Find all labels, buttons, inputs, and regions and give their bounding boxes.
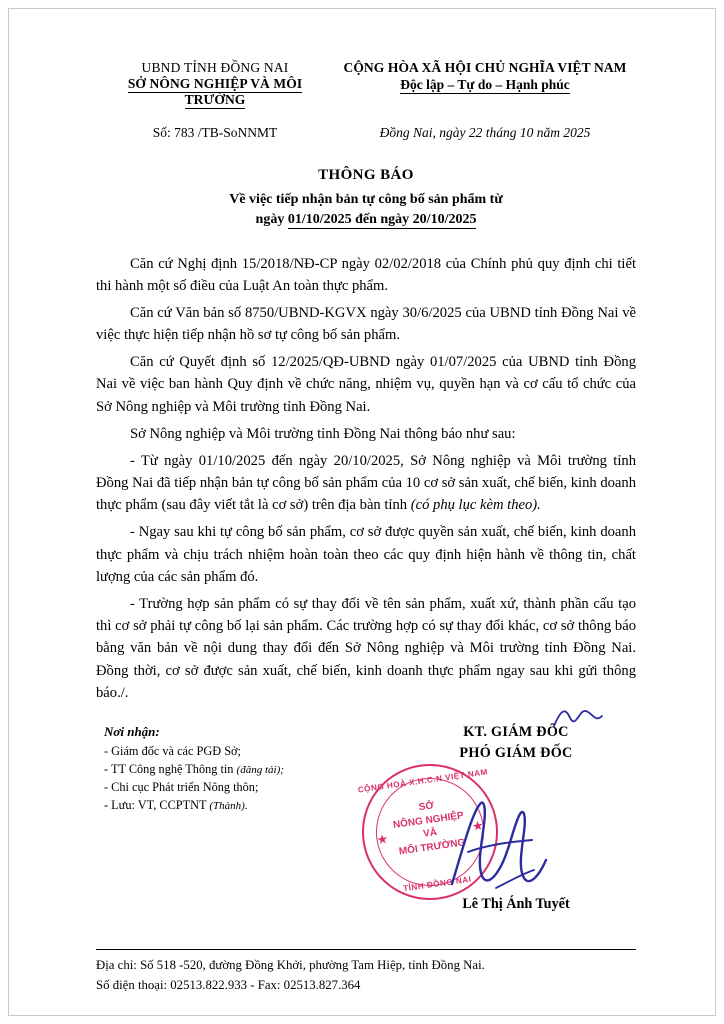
seal-star-right-icon: ★ [470, 817, 485, 834]
list-item: - Chi cục Phát triển Nông thôn; [104, 779, 259, 794]
paragraph-basis-3: Căn cứ Quyết định số 12/2025/QĐ-UBND ngày 01/07/2025 của UBND tỉnh Đồng Nai về việc ban hành Quy định về chức năng, nhiệm vụ, quyền hạn và cơ cấu tổ chức của Sở Nông nghiệp và Môi trường tỉnh Đồng Nai. [96, 354, 636, 415]
footer-divider [96, 949, 636, 950]
seal-arc-top-text: CỘNG HOÀ X.H.C.N VIỆT NAM [357, 767, 489, 795]
signer-name: Lê Thị Ánh Tuyết [462, 895, 570, 912]
paragraph-item-3: - Trường hợp sản phẩm có sự thay đổi về tên sản phẩm, xuất xứ, thành phần cấu tạo thì cơ sở phải tự công bố lại sản phẩm. Các trường hợp có sự thay đổi khác, cơ sở thông báo bằng văn bản về nội dung thay đổi đến Sở Nông nghiệp và Môi trường tỉnh Đồng Nai. Đồng thời, cơ sở được sản xuất, chế biến, kinh doanh thực phẩm ngay sau khi gửi thông báo./. [96, 596, 636, 701]
footer-phone: Số điện thoại: 02513.822.933 - Fax: 02513.827.364 [96, 978, 361, 993]
place-and-date: Đồng Nai, ngày 22 tháng 10 năm 2025 [379, 125, 591, 140]
recipients-list [104, 724, 354, 815]
paragraph-item-2: - Ngay sau khi tự công bố sản phẩm, cơ sở được quyền sản xuất, chế biến, kinh doanh thực phẩm và chịu trách nhiệm hoàn toàn theo các quy định hiện hành về thông tin, chất lượng của các sản phẩm đó. [96, 524, 636, 585]
recipients-title: Nơi nhận: [104, 723, 160, 739]
list-item: - TT Công nghệ Thông tin (đăng tải); [104, 761, 284, 776]
paragraph-basis-2: Căn cứ Văn bản số 8750/UBND-KGVX ngày 30/6/2025 của UBND tỉnh Đồng Nai về việc thực hiện tiếp nhận hồ sơ tự công bố sản phẩm. [96, 304, 636, 344]
national-heading [334, 60, 636, 93]
seal-center-text: SỞ NÔNG NGHIỆP VÀ MÔI TRƯỜNG [392, 800, 466, 857]
list-item: - Lưu: VT, CCPTNT (Thành). [104, 797, 248, 812]
subtitle-line-1: Về việc tiếp nhận bản tự công bố sản phẩm từ [229, 192, 503, 207]
subtitle-line-2: ngày 01/10/2025 đến ngày 20/10/2025 [255, 212, 477, 228]
department-label: SỞ NÔNG NGHIỆP VÀ MÔI TRƯỜNG [127, 76, 303, 107]
official-seal-stamp [353, 755, 507, 909]
document-meta-row [96, 125, 636, 141]
document-title-block [96, 167, 636, 231]
document-header [96, 60, 636, 108]
signer-role-line-2: PHÓ GIÁM ĐỐC [459, 744, 573, 761]
issuing-organization [96, 60, 334, 108]
nation-motto: Độc lập – Tự do – Hạnh phúc [400, 77, 570, 92]
seal-arc-bottom-text: TỈNH ĐỒNG NAI [402, 874, 473, 894]
province-committee-label: UBND TỈNH ĐỒNG NAI [141, 60, 289, 75]
paragraph-item-1-note: (có phụ lục kèm theo). [410, 497, 541, 514]
signature-area [96, 724, 636, 924]
document-footer [96, 949, 636, 996]
page-title: THÔNG BÁO [318, 167, 414, 183]
seal-star-left-icon: ★ [375, 830, 390, 848]
list-item: - Giám đốc và các PGĐ Sở; [104, 743, 241, 758]
nation-title: CỘNG HÒA XÃ HỘI CHỦ NGHĨA VIỆT NAM [343, 60, 627, 75]
document-subtitle [96, 190, 636, 231]
paragraph-announcement-intro: Sở Nông nghiệp và Môi trường tỉnh Đồng Nai thông báo như sau: [130, 425, 516, 442]
paragraph-basis-1: Căn cứ Nghị định 15/2018/NĐ-CP ngày 02/02/2018 của Chính phủ quy định chi tiết thi hành một số điều của Luật An toàn thực phẩm. [96, 255, 636, 294]
signer-role-line-1: KT. GIÁM ĐỐC [463, 723, 569, 740]
footer-address: Địa chỉ: Số 518 -520, đường Đồng Khởi, phường Tam Hiệp, tỉnh Đồng Nai. [96, 958, 485, 973]
document-number: Số: 783 /TB-SoNNMT [152, 125, 278, 140]
paragraph-item-1-text: - Từ ngày 01/10/2025 đến ngày 20/10/2025, Sở Nông nghiệp và Môi trường tỉnh Đồng Nai đã tiếp nhận bản tự công bố sản phẩm của 10 cơ sở sản xuất, chế biến, kinh doanh thực phẩm (sau đây viết tắt là cơ sở) trên địa bàn tỉnh [96, 452, 636, 514]
document-content [96, 60, 636, 924]
signature-initial-mark-icon [548, 702, 608, 732]
document-body [96, 253, 636, 704]
paragraph-item-1 [96, 450, 636, 517]
